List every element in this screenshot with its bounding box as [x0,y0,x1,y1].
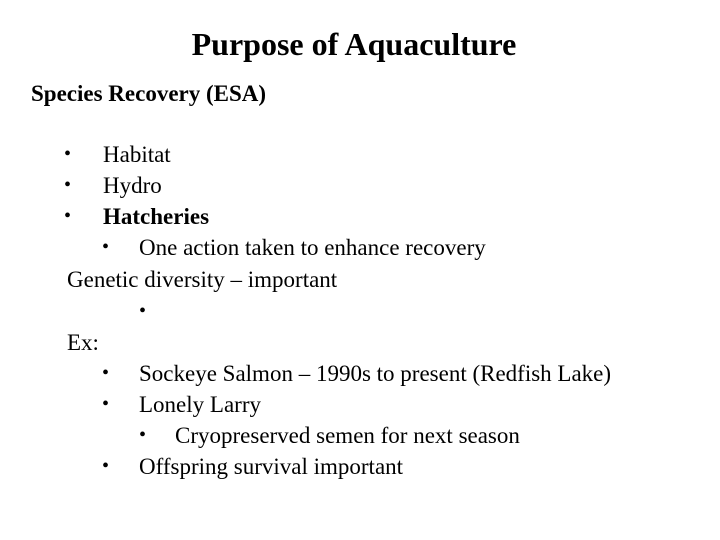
list-item-one-action: One action taken to enhance recovery [139,235,486,260]
list-item-hydro: Hydro [103,173,162,198]
bullet-marker: • [64,205,72,227]
slide-subtitle: Species Recovery (ESA) [31,81,267,106]
slide-title: Purpose of Aquaculture [191,26,517,62]
bullet-marker: • [139,424,147,446]
list-item-sockeye-salmon: Sockeye Salmon – 1990s to present (Redfish Lake) [139,361,612,386]
list-item-habitat: Habitat [103,142,171,167]
bullet-marker: • [102,236,110,258]
example-label: Ex: [67,330,99,355]
bullet-marker: • [64,143,72,165]
list-item-hatcheries: Hatcheries [103,204,210,229]
genetic-diversity-line: Genetic diversity – important [67,267,338,292]
bullet-marker: • [139,300,147,322]
bullet-marker: • [102,455,110,477]
list-item-lonely-larry: Lonely Larry [139,392,261,417]
bullet-marker: • [102,362,110,384]
bullet-marker: • [102,393,110,415]
list-item-cryopreserved: Cryopreserved semen for next season [175,423,520,448]
bullet-marker: • [64,174,72,196]
list-item-offspring-survival: Offspring survival important [139,454,404,479]
